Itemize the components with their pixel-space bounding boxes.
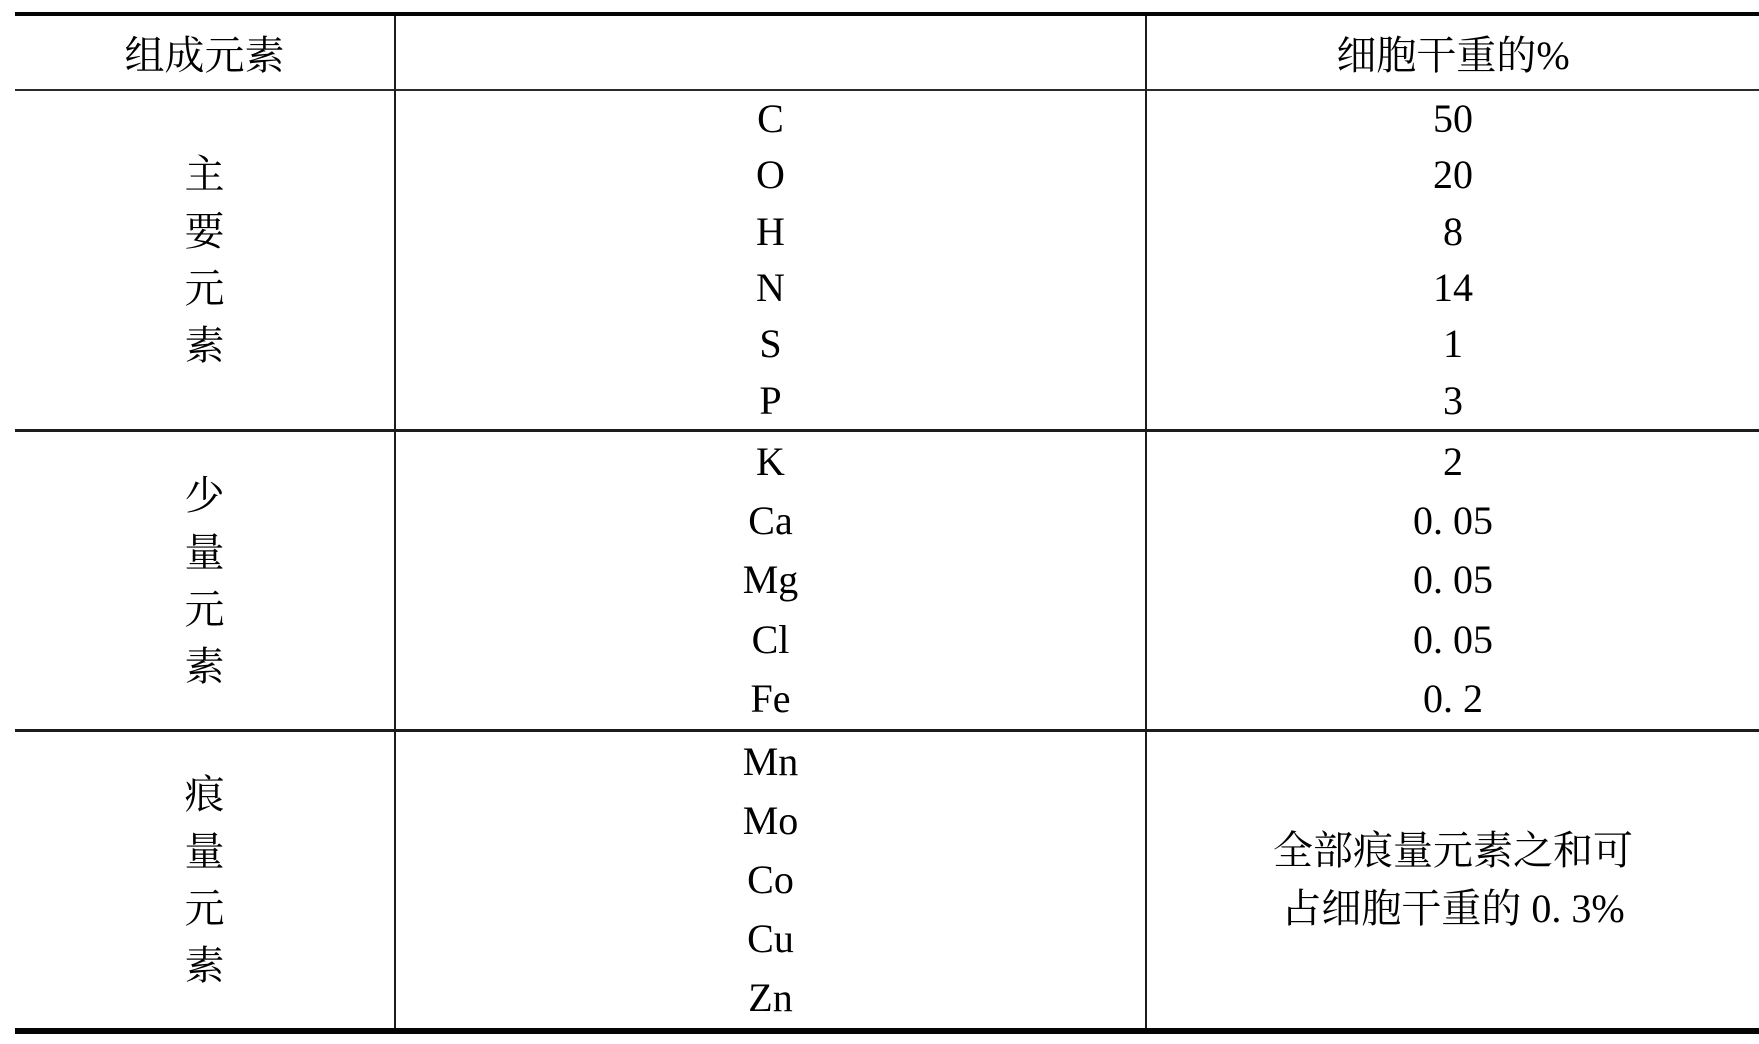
element-symbol: Fe <box>750 676 791 722</box>
trace-elements-symbols <box>394 729 1145 1028</box>
element-symbol: N <box>756 265 785 311</box>
header-label-composition: 组成元素 <box>124 33 285 78</box>
group-label-char: 元 <box>184 586 225 632</box>
percent-value: 3 <box>1443 377 1463 423</box>
group-label-minor-elements <box>15 429 394 729</box>
header-cell-dry-weight-percent <box>1145 16 1759 89</box>
group-label-major-elements <box>15 89 394 429</box>
percent-value: 8 <box>1443 208 1463 254</box>
group-label-char: 要 <box>184 209 225 254</box>
element-symbol: Cl <box>751 616 790 662</box>
element-symbol: S <box>759 321 782 367</box>
element-symbol: H <box>756 208 785 254</box>
header-label-dry-weight-percent: 细胞干重的% <box>1336 33 1570 78</box>
group-label-char: 素 <box>184 643 225 689</box>
element-symbol: Mg <box>742 557 799 603</box>
element-symbol: Zn <box>748 975 793 1021</box>
percent-value: 1 <box>1443 321 1463 367</box>
element-symbol: O <box>756 152 785 198</box>
cell-composition-table <box>15 12 1759 1034</box>
percent-value: 0. 05 <box>1413 498 1493 544</box>
group-label-char: 元 <box>184 886 225 931</box>
merged-note-line: 占细胞干重的 0. 3% <box>1281 886 1625 931</box>
major-elements-symbols <box>394 89 1145 429</box>
major-elements-values <box>1145 89 1759 429</box>
percent-value: 20 <box>1433 152 1473 198</box>
element-symbol: Ca <box>748 498 793 544</box>
group-label-char: 主 <box>184 152 225 197</box>
percent-value: 50 <box>1433 96 1473 142</box>
element-symbol: Mn <box>742 738 799 784</box>
minor-elements-values <box>1145 429 1759 729</box>
percent-value: 2 <box>1443 438 1463 484</box>
merged-note-line: 全部痕量元素之和可 <box>1273 828 1633 873</box>
group-label-char: 量 <box>184 829 225 874</box>
group-label-trace-elements <box>15 729 394 1028</box>
group-label-char: 痕 <box>184 772 225 817</box>
element-symbol: P <box>759 377 782 423</box>
element-symbol: C <box>757 96 784 142</box>
header-cell-composition-elements <box>15 16 394 89</box>
group-label-char: 元 <box>184 266 225 311</box>
minor-elements-symbols <box>394 429 1145 729</box>
percent-value: 14 <box>1433 265 1473 311</box>
element-symbol: Co <box>747 856 794 902</box>
element-symbol: Mo <box>742 797 799 843</box>
group-label-char: 素 <box>184 943 225 988</box>
group-label-char: 素 <box>184 323 225 368</box>
element-symbol: K <box>756 438 785 484</box>
group-label-char: 少 <box>184 472 225 518</box>
percent-value: 0. 05 <box>1413 616 1493 662</box>
percent-value: 0. 05 <box>1413 557 1493 603</box>
element-symbol: Cu <box>747 916 794 962</box>
trace-elements-merged-note <box>1145 729 1759 1028</box>
header-cell-empty <box>394 16 1145 89</box>
percent-value: 0. 2 <box>1423 676 1483 722</box>
group-label-char: 量 <box>184 529 225 575</box>
